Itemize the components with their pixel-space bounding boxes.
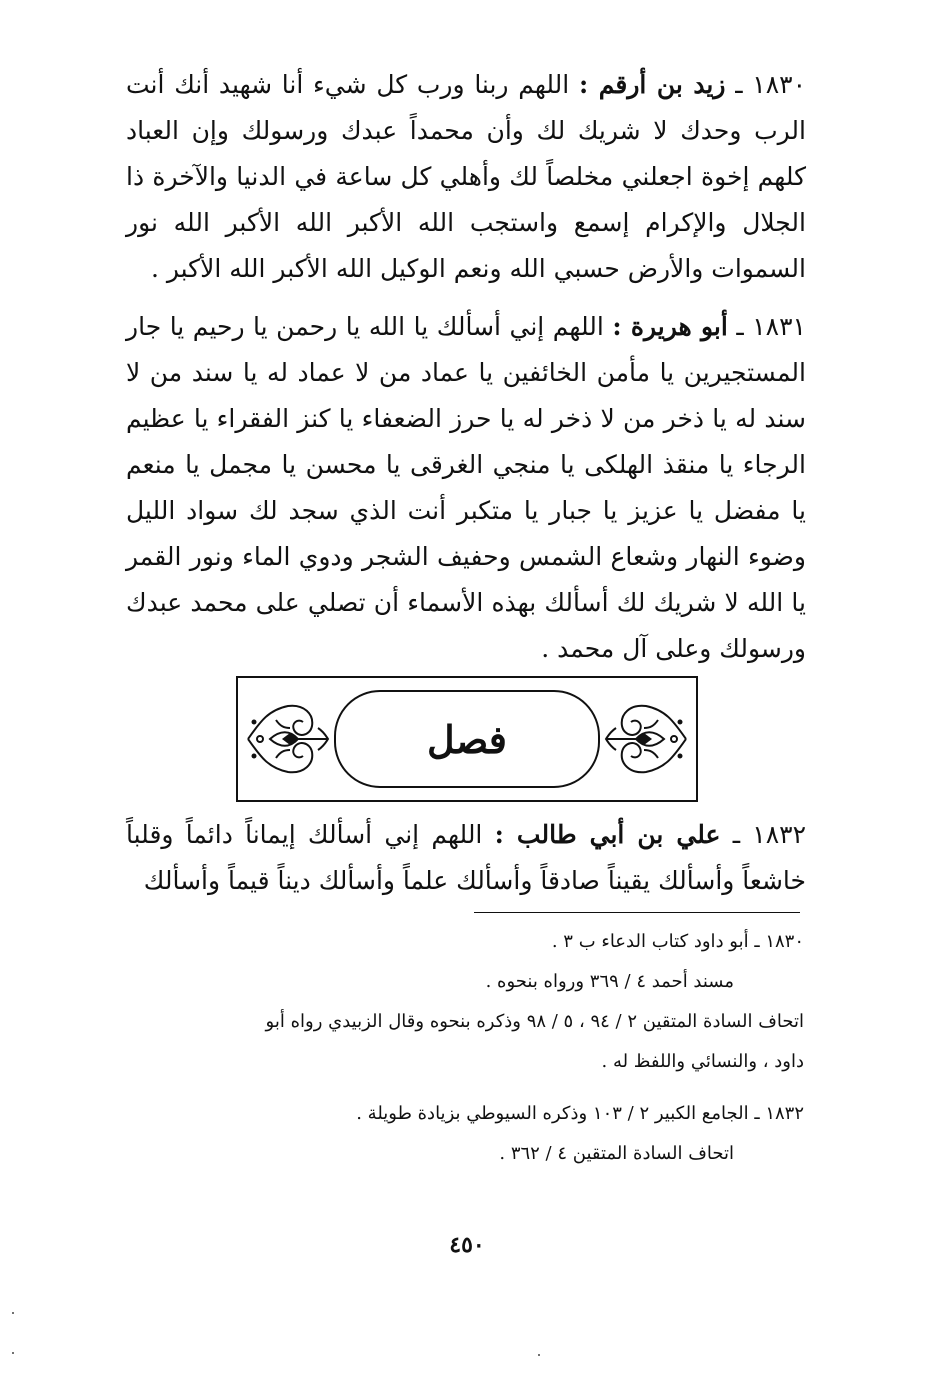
hadith-number: ١٨٣٢ ـ <box>732 820 806 849</box>
hadith-paragraph-1830 <box>126 62 806 292</box>
ornament-icon <box>240 692 336 786</box>
narrator-name: أبو هريرة : <box>612 312 728 341</box>
hadith-number: ١٨٣١ ـ <box>736 312 806 341</box>
narrator-name: زيد بن أرقم : <box>579 70 726 99</box>
footnote-line: اتحاف السادة المتقين ٤ / ٣٦٢ . <box>499 1143 734 1164</box>
footnote-line: ١٨٣٢ ـ الجامع الكبير ٢ / ١٠٣ وذكره السيوطي بزيادة طويلة . <box>356 1103 804 1124</box>
hadith-text: اللهم إني أسألك يا الله يا رحمن يا رحيم يا جار المستجيرين يا مأمن الخائفين يا عماد من لا عماد له يا سند من لا سند له يا ذخر من لا ذخر له يا حرز الضعفاء يا كنز الفقراء يا عظيم الرجاء يا منقذ الهلكى يا منجي الغرقى يا محسن يا مجمل يا منعم يا مفضل يا عزيز يا جبار يا متكبر أنت الذي سجد لك سواد الليل وضوء النهار وشعاع الشمس وحفيف الشجر ودوي الماء ونور القمر يا الله لا شريك لك أسألك بهذه الأسماء أن تصلي على محمد عبدك ورسولك وعلى آل محمد . <box>126 312 806 663</box>
footnote-line: اتحاف السادة المتقين ٢ / ٩٤ ، ٥ / ٩٨ وذكره بنحوه وقال الزبيدي رواه أبو <box>265 1011 804 1032</box>
page-number: ٤٥٠ <box>449 1232 485 1258</box>
hadith-text: اللهم إني أسألك إيماناً دائماً وقلباً خاشعاً وأسألك يقيناً صادقاً وأسألك علماً وأسألك ديناً قيماً وأسألك <box>126 820 806 895</box>
scan-speck <box>12 1352 14 1354</box>
footnote-line: مسند أحمد ٤ / ٣٦٩ ورواه بنحوه . <box>485 971 734 992</box>
footnote-line: داود ، والنسائي واللفظ له . <box>601 1051 804 1072</box>
narrator-name: علي بن أبي طالب : <box>494 820 721 849</box>
hadith-paragraph-1832 <box>126 812 806 904</box>
scan-speck <box>538 1354 540 1356</box>
footnote-line: ١٨٣٠ ـ أبو داود كتاب الدعاء ب ٣ . <box>551 931 804 952</box>
ornament-icon <box>598 692 694 786</box>
hadith-number: ١٨٣٠ ـ <box>735 70 807 99</box>
section-heading-frame <box>236 676 698 802</box>
section-heading: فصل <box>427 716 507 762</box>
section-heading-cartouche <box>334 690 600 788</box>
hadith-text: اللهم ربنا ورب كل شيء أنا شهيد أنك أنت الرب وحدك لا شريك لك وأن محمداً عبدك ورسولك وإن العباد كلهم إخوة اجعلني مخلصاً لك وأهلي كل ساعة في الدنيا والآخرة ذا الجلال والإكرام إسمع واستجب الله الأكبر الله الأكبر الله نور السموات والأرض حسبي الله ونعم الوكيل الله الأكبر الله الأكبر . <box>126 70 806 283</box>
hadith-paragraph-1831 <box>126 304 806 672</box>
scan-speck <box>12 1312 14 1314</box>
footnote-separator <box>474 912 800 913</box>
